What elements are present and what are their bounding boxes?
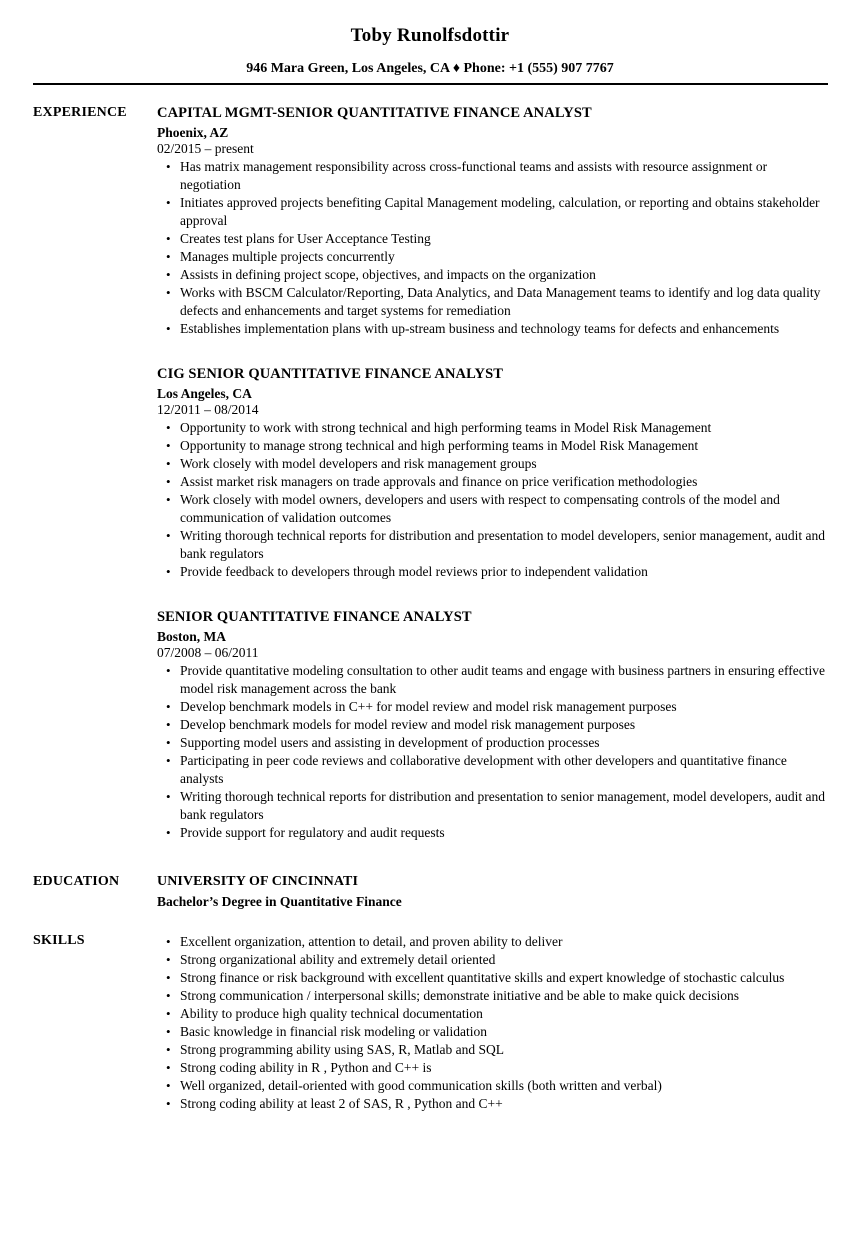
job-title: SENIOR QUANTITATIVE FINANCE ANALYST [157, 609, 472, 625]
job-entry [157, 365, 827, 581]
bullet-item: • Well organized, detail-oriented with good communication skills (both written and verbal) [166, 1077, 827, 1095]
job-bullet-list [157, 158, 827, 338]
bullet-item: • Ability to produce high quality technical documentation [166, 1005, 827, 1023]
section-skills [33, 932, 827, 1113]
bullet-item: • Provide quantitative modeling consultation to other audit teams and engage with business partners in ensuring effective model risk management across the bank [166, 662, 827, 698]
resume-body [0, 85, 860, 1113]
section-education [33, 873, 827, 911]
job-dates: 07/2008 – 06/2011 [157, 645, 259, 660]
bullet-item: • Supporting model users and assisting in development of production processes [166, 734, 827, 752]
bullet-item: • Strong programming ability using SAS, R, Matlab and SQL [166, 1041, 827, 1059]
bullet-item: • Assist market risk managers on trade approvals and finance on price verification methodologies [166, 473, 827, 491]
section-experience [33, 104, 827, 842]
job-dates: 12/2011 – 08/2014 [157, 402, 259, 417]
resume-header [0, 0, 860, 85]
bullet-item: • Provide support for regulatory and audit requests [166, 824, 827, 842]
bullet-item: • Strong organizational ability and extremely detail oriented [166, 951, 827, 969]
candidate-name: Toby Runolfsdottir [350, 25, 510, 46]
bullet-item: • Strong communication / interpersonal skills; demonstrate initiative and be able to make quick decisions [166, 987, 827, 1005]
skills-bullet-list [157, 933, 827, 1113]
skills-section-label: SKILLS [33, 933, 85, 948]
bullet-item: • Assists in defining project scope, objectives, and impacts on the organization [166, 266, 827, 284]
bullet-item: • Establishes implementation plans with up-stream business and technology teams for defects and enhancements [166, 320, 827, 338]
job-entry [157, 104, 827, 338]
bullet-item: • Strong coding ability at least 2 of SAS, R , Python and C++ [166, 1095, 827, 1113]
bullet-item: • Participating in peer code reviews and collaborative development with other developers and quantitative finance analysts [166, 752, 827, 788]
bullet-item: • Manages multiple projects concurrently [166, 248, 827, 266]
job-entry [157, 608, 827, 842]
bullet-item: • Develop benchmark models in C++ for model review and model risk management purposes [166, 698, 827, 716]
school-name: UNIVERSITY OF CINCINNATI [157, 874, 359, 889]
bullet-item: • Opportunity to work with strong technical and high performing teams in Model Risk Management [166, 419, 827, 437]
job-title: CAPITAL MGMT-SENIOR QUANTITATIVE FINANCE ANALYST [157, 105, 592, 121]
job-location: Boston, MA [157, 629, 227, 644]
experience-section-label: EXPERIENCE [33, 105, 127, 120]
skills-content [157, 932, 827, 1113]
experience-content [157, 104, 827, 842]
job-bullet-list [157, 662, 827, 842]
bullet-item: • Strong coding ability in R , Python and C++ is [166, 1059, 827, 1077]
bullet-item: • Opportunity to manage strong technical and high performing teams in Model Risk Management [166, 437, 827, 455]
bullet-item: • Work closely with model developers and risk management groups [166, 455, 827, 473]
bullet-item: • Excellent organization, attention to detail, and proven ability to deliver [166, 933, 827, 951]
bullet-item: • Basic knowledge in financial risk modeling or validation [166, 1023, 827, 1041]
job-dates: 02/2015 – present [157, 141, 254, 156]
job-location: Los Angeles, CA [157, 386, 252, 401]
bullet-item: • Provide feedback to developers through model reviews prior to independent validation [166, 563, 827, 581]
contact-line: 946 Mara Green, Los Angeles, CA ♦ Phone: +1 (555) 907 7767 [246, 61, 614, 76]
degree-name: Bachelor’s Degree in Quantitative Finance [157, 894, 402, 909]
job-bullet-list [157, 419, 827, 581]
bullet-item: • Work closely with model owners, developers and users with respect to compensating controls of the model and communication of validation outcomes [166, 491, 827, 527]
education-section-label: EDUCATION [33, 874, 120, 889]
job-location: Phoenix, AZ [157, 125, 229, 140]
bullet-item: • Develop benchmark models for model review and model risk management purposes [166, 716, 827, 734]
bullet-item: • Creates test plans for User Acceptance Testing [166, 230, 827, 248]
bullet-item: • Writing thorough technical reports for distribution and presentation to model developers, senior management, audit and bank regulators [166, 527, 827, 563]
bullet-item: • Strong finance or risk background with excellent quantitative skills and expert knowledge of stochastic calculus [166, 969, 827, 987]
education-content [157, 873, 827, 911]
bullet-item: • Writing thorough technical reports for distribution and presentation to senior management, model developers, audit and bank regulators [166, 788, 827, 824]
bullet-item: • Works with BSCM Calculator/Reporting, Data Analytics, and Data Management teams to identify and log data quality defects and enhancements and target systems for remediation [166, 284, 827, 320]
bullet-item: • Has matrix management responsibility across cross-functional teams and assists with resource assignment or negotiation [166, 158, 827, 194]
job-title: CIG SENIOR QUANTITATIVE FINANCE ANALYST [157, 366, 504, 382]
bullet-item: • Initiates approved projects benefiting Capital Management modeling, calculation, or reporting and obtains stakeholder approval [166, 194, 827, 230]
